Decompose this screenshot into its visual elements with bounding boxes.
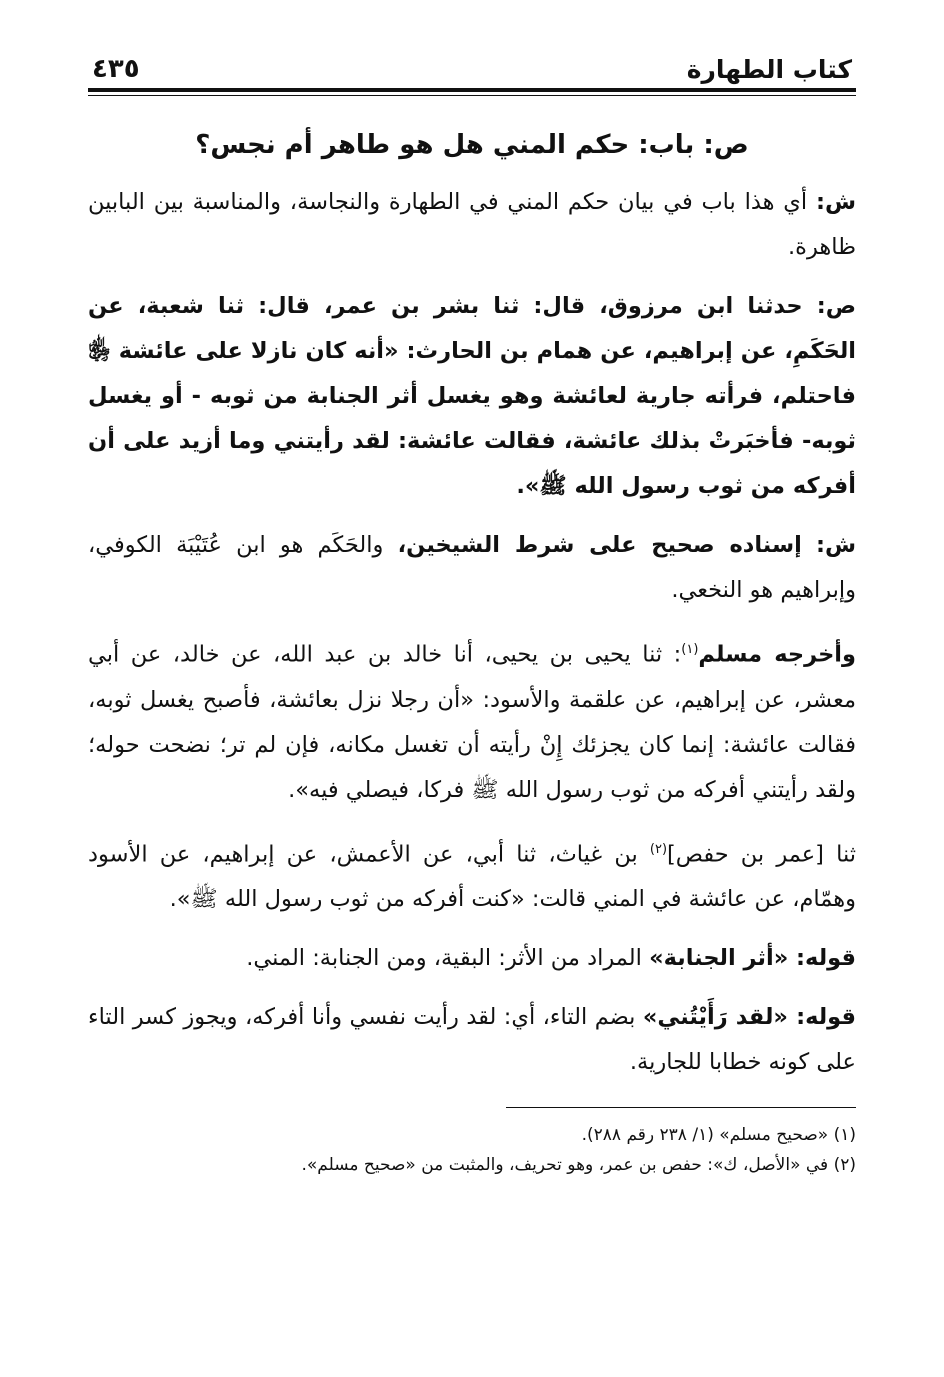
footnote-2: (٢) في «الأصل، ك»: حفص بن عمر، وهو تحريف، والمثبت من «صحيح مسلم». (301, 1155, 856, 1175)
footnote-1: (١) «صحيح مسلم» (١/ ٢٣٨ رقم ٢٨٨). (581, 1125, 856, 1145)
page-header (88, 40, 856, 84)
paragraph-text: : ثنا يحيى بن يحيى، أنا خالد بن عبد الله، عن خالد، عن أبي معشر، عن إبراهيم، عن علقمة والأسود: «أن رجلا نزل بعائشة، فأصبح يغسل ثوبه، فقالت عائشة: إنما كان يجزئك إِنْ رأيته أن تغسل مكانه، فإن لم تر؛ نضحت حوله؛ ولقد رأيتني أفركه من ثوب رسول الله ﷺ فركا، فيصلي فيه». (88, 641, 856, 803)
commentary-label: ش: (815, 189, 856, 215)
takhrij-label: وأخرجه مسلم (698, 641, 856, 668)
gloss-label: قوله: «أثر الجنابة» (649, 945, 856, 971)
paragraph-text: حدثنا ابن مرزوق، قال: ثنا بشر بن عمر، قال: ثنا شعبة، عن الحَكَمِ، عن إبراهيم، عن همام بن الحارث: «أنه كان نازلا على عائشة ﵂ فاحتلم، فرأته جارية لعائشة وهو يغسل أثر الجنابة من ثوبه - أو يغسل ثوبه- فأخبَرتْ بذلك عائشة، فقالت عائشة: لقد رأيتني وما أزيد على أن أفركه من ثوب رسول الله ﷺ». (88, 293, 856, 499)
paragraph-second-chain (88, 827, 856, 923)
paragraph-takhrij-muslim (88, 627, 856, 813)
chapter-title: ص: باب: حكم المني هل هو طاهر أم نجس؟ (195, 130, 749, 160)
header-rule-thick (88, 88, 856, 92)
header-rule-thin (88, 95, 856, 96)
isnad-grade: إسناده صحيح على شرط الشيخين، (397, 532, 802, 558)
text-label: ص: (816, 293, 856, 319)
book-page (88, 40, 856, 1340)
paragraph-gloss-2 (88, 995, 856, 1085)
paragraph-gloss-1 (88, 936, 856, 981)
paragraph-commentary-1 (88, 180, 856, 270)
paragraph-text: بضم التاء، أي: لقد رأيت نفسي وأنا أفركه، ويجوز كسر التاء على كونه خطابا للجارية. (88, 1004, 856, 1075)
paragraph-text: والحَكَم هو ابن عُتَيْبَة الكوفي، وإبراهيم هو النخعي. (88, 532, 856, 603)
book-title: كتاب الطهارة (686, 55, 852, 84)
paragraph-hadith-text (88, 284, 856, 509)
paragraph-text: المراد من الأثر: البقية، ومن الجنابة: المني. (246, 945, 650, 971)
paragraph-text: بن غياث، ثنا أبي، عن الأعمش، عن إبراهيم، عن الأسود وهمّام، عن عائشة في المني قالت: «كنت أفركه من ثوب رسول الله ﷺ». (88, 841, 856, 912)
footnote-separator (506, 1107, 856, 1108)
paragraph-text: أي هذا باب في بيان حكم المني في الطهارة والنجاسة، والمناسبة بين البابين ظاهرة. (88, 189, 856, 260)
paragraph-commentary-2 (88, 523, 856, 613)
footnote-ref-1[interactable]: (١) (681, 642, 699, 657)
commentary-label: ش: (815, 532, 856, 558)
footnote-ref-2[interactable]: (٢) (649, 841, 668, 857)
page-number: ٤٣٥ (92, 54, 140, 84)
paragraph-text: ثنا [عمر بن حفص] (667, 841, 856, 867)
gloss-label: قوله: «لقد رَأَيْتُني» (642, 1004, 857, 1030)
